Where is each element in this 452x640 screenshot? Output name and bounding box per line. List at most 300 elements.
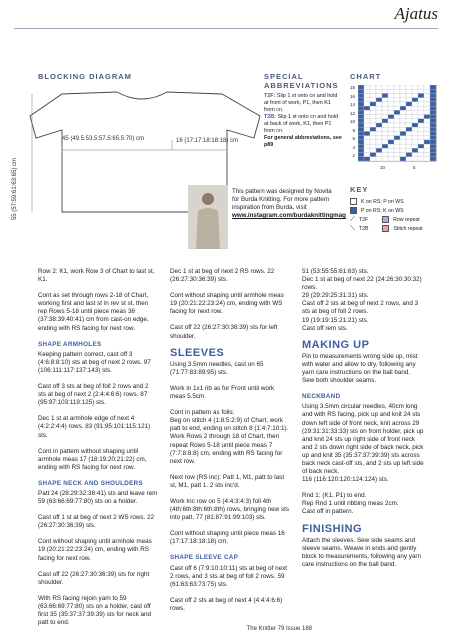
chart-cell xyxy=(364,85,370,89)
column-2 xyxy=(170,268,290,621)
chart-cell xyxy=(364,98,370,102)
para-left-shoulder: Cast off 22 (26:27:30:36:39) sts for left shoulder. xyxy=(170,324,278,340)
key-list xyxy=(350,197,440,233)
abbr-t2b: T2B: Slip 1 st onto cn and hold at back of work, K1, then P1 from cn. xyxy=(264,114,339,134)
para-sts-51: 51 (53:55:55:61:63) sts. xyxy=(302,268,369,275)
chart-cell xyxy=(376,98,382,102)
chart-cell xyxy=(412,127,418,131)
height-measurement: 55 (57:59:61:63:65) cm xyxy=(12,157,18,221)
chart-row-numbers xyxy=(347,84,355,161)
chart-cell xyxy=(418,153,424,157)
chart-cell xyxy=(412,89,418,93)
chart-cell xyxy=(406,102,412,106)
chart-cell xyxy=(370,98,376,102)
chart-cell xyxy=(358,144,364,148)
chart-cell xyxy=(400,140,406,144)
chart-cell xyxy=(418,85,424,89)
para-inc-row: Next row (RS inc): Patt 1, M1, patt to last st, M1, patt 1. 2 sts inc'd. xyxy=(170,473,285,489)
t2b-icon: ⟍ xyxy=(350,224,355,232)
chart-cell xyxy=(430,89,436,93)
chart-cell xyxy=(412,157,418,161)
chart-cell xyxy=(358,127,364,131)
chart-cell xyxy=(394,144,400,148)
chart-cell xyxy=(400,106,406,110)
chart-heading: CHART xyxy=(350,72,382,81)
chart-cell xyxy=(424,131,430,135)
row-repeat-icon xyxy=(382,216,389,223)
chart-cell xyxy=(364,140,370,144)
para-finishing: Attach the sleeves. Sew side seams and sleeve seams. Weave in ends and gently block to measurements, following any yarn care instructions on the ball band. xyxy=(302,536,421,568)
chart-cell xyxy=(376,89,382,93)
chart-cell xyxy=(418,140,424,144)
chart-cell xyxy=(424,140,430,144)
chart-cell xyxy=(370,157,376,161)
chart-cell xyxy=(370,115,376,119)
chart-cell xyxy=(376,106,382,110)
chart-cell xyxy=(424,119,430,123)
para-cont: Cont as set through rows 2-18 of Chart, working first and last st in rev st st, then rep Rows 5-18 until piece meas 36 (37:38:39:40:41) cm from cast-on edge, ending with RS facing for next row. xyxy=(38,292,149,332)
chart-cell xyxy=(376,110,382,114)
chart-cell xyxy=(382,89,388,93)
chart-cell xyxy=(370,144,376,148)
chart-cell xyxy=(418,89,424,93)
chart-cell xyxy=(382,102,388,106)
blocking-diagram-heading: BLOCKING DIAGRAM xyxy=(38,72,132,81)
chart-cell xyxy=(424,93,430,97)
chart-row-number: 14 xyxy=(349,102,355,107)
chart-cell xyxy=(406,98,412,102)
t2f-icon: ⟋ xyxy=(350,215,355,223)
chart-cell xyxy=(418,148,424,152)
chart-cell xyxy=(400,89,406,93)
chart-cell xyxy=(382,148,388,152)
para-cap-2: Cast off 2 sts at beg of next 4 (4:4:4:6:6) rows. xyxy=(170,596,283,612)
chart-cell xyxy=(358,148,364,152)
chart-cell xyxy=(388,85,394,89)
chart-cell xyxy=(418,144,424,148)
chart-cell xyxy=(376,123,382,127)
chart-cell xyxy=(382,144,388,148)
chart-cell xyxy=(388,106,394,110)
chart-cell xyxy=(364,106,370,110)
chart-cell xyxy=(382,157,388,161)
chart-cell xyxy=(406,89,412,93)
chart-cell xyxy=(418,115,424,119)
chart-cell xyxy=(412,123,418,127)
chart-cell xyxy=(388,123,394,127)
chart-cell xyxy=(406,153,412,157)
chart-cell xyxy=(364,127,370,131)
abbreviations-list xyxy=(264,93,342,149)
chart-cell xyxy=(412,98,418,102)
chart-cell xyxy=(358,93,364,97)
para-row2: Row 2: K1, work Row 3 of Chart to last st, K1. xyxy=(38,268,155,284)
chart-cell xyxy=(424,148,430,152)
abbr-general[interactable]: For general abbreviations, see p89 xyxy=(264,135,342,148)
chart-cell xyxy=(424,115,430,119)
sleeve-measurement: 16 (17:17:18:18:18) cm xyxy=(176,138,239,144)
chart-cell xyxy=(388,144,394,148)
heading-shape-armholes: SHAPE ARMHOLES xyxy=(38,340,102,348)
para-armhole-3: Dec 1 st at armhole edge of next 4 (4:2:2:4:4) rows. 83 (91:95:101:115:121) sts. xyxy=(38,415,151,439)
chart-cell xyxy=(370,153,376,157)
chart-cell xyxy=(400,98,406,102)
chart-cell xyxy=(430,157,436,161)
chart-cell xyxy=(388,93,394,97)
chart-cell xyxy=(358,98,364,102)
chart-cell xyxy=(382,119,388,123)
chart-cell xyxy=(394,102,400,106)
chart-cell xyxy=(406,93,412,97)
chart-cell xyxy=(406,148,412,152)
chart-cell xyxy=(418,102,424,106)
chart-cell xyxy=(370,131,376,135)
chart-cell xyxy=(382,98,388,102)
chart-cell xyxy=(430,136,436,140)
chart-cell xyxy=(394,127,400,131)
chart-cell xyxy=(370,119,376,123)
chart-cell xyxy=(400,110,406,114)
column-3 xyxy=(302,268,424,577)
chart-cell xyxy=(406,127,412,131)
chart-cell xyxy=(424,102,430,106)
abbr-t2f: T2F: Slip 1 st onto cn and hold at front of work, P1, then K1 from cn. xyxy=(264,93,338,113)
chart-cell xyxy=(400,127,406,131)
chart-cell xyxy=(364,102,370,106)
designer-photo xyxy=(188,185,228,249)
para-cont-armhole: Cont without shaping until armhole meas 19 (20:21:22:23:24) cm, ending with WS facing for next row. xyxy=(170,292,284,316)
chart-cell xyxy=(358,85,364,89)
chart-cell xyxy=(424,144,430,148)
chart-cell xyxy=(430,93,436,97)
chart-cell xyxy=(406,85,412,89)
para-sts-29: 29 (29:29:25:31:31) sts. xyxy=(302,292,369,300)
para-neck-5: With RS facing rejoin yarn to 59 (63:66:69:77:80) sts on a holder, cast off first 35 (35:37:37:39:39) sts for neck and patt to end. xyxy=(38,594,152,627)
chart-cell xyxy=(388,127,394,131)
chart-cell xyxy=(388,110,394,114)
chart-cell xyxy=(418,131,424,135)
para-sleeve-chart: Beg on stitch 4 (1:8:5:2:9) of Chart, work patt to end, ending on stitch 8 (1:4:7:10:1). Work Rows 2 through 18 of Chart, then repeat Rows 5-18 until piece meas 7 (7:7:8:8:8) cm, ending with RS facing for next row. xyxy=(170,417,289,465)
chart-cell xyxy=(364,115,370,119)
chart-cell xyxy=(376,102,382,106)
chart-cell xyxy=(412,144,418,148)
chart-cell xyxy=(406,115,412,119)
chart-cell xyxy=(358,123,364,127)
chart-cell xyxy=(364,110,370,114)
chart-cell xyxy=(400,102,406,106)
chart-cell xyxy=(430,106,436,110)
chart-cell xyxy=(430,144,436,148)
chart-cell xyxy=(358,102,364,106)
chart-cell xyxy=(370,140,376,144)
chart-cell xyxy=(370,123,376,127)
chart-cell xyxy=(424,110,430,114)
heading-making-up: MAKING UP xyxy=(302,338,370,351)
chart-cell xyxy=(418,136,424,140)
chart-cell xyxy=(388,115,394,119)
abbreviations-heading: SPECIAL ABBREVIATIONS xyxy=(264,72,339,90)
chart-cell xyxy=(370,106,376,110)
chart-cell xyxy=(424,123,430,127)
chart-cell xyxy=(424,106,430,110)
chart-cell xyxy=(388,89,394,93)
chart-row-number: 8 xyxy=(352,127,355,133)
para-rnd1: Rnd 1: (K1, P1) to end. xyxy=(302,492,367,500)
chart-cell xyxy=(400,115,406,119)
chart-cell xyxy=(394,153,400,157)
header-rule xyxy=(14,28,438,29)
chart-cell xyxy=(364,148,370,152)
chart-cell xyxy=(400,153,406,157)
chart-cell xyxy=(364,157,370,161)
page-footer: The Knitter 79 Issue 188 xyxy=(246,626,312,632)
chart-cell xyxy=(418,110,424,114)
chart-cell xyxy=(376,148,382,152)
chart-cell xyxy=(394,93,400,97)
heading-sleeves: SLEEVES xyxy=(170,346,225,359)
para-castoff-2: Cast off 2 sts at beg of next 2 rows, and 3 sts at beg of foll 2 rows. xyxy=(302,300,419,316)
chart-cell xyxy=(388,140,394,144)
chart-cell xyxy=(412,136,418,140)
key-t2b-stitch: ⟍ T2B Stitch repeat xyxy=(350,224,423,232)
chart-cell xyxy=(394,89,400,93)
chart-cell xyxy=(400,144,406,148)
para-sleeve-length: Cont without shaping until piece meas 16 (17:17:18:18:18) cm. xyxy=(170,530,285,546)
chart-cell xyxy=(358,136,364,140)
chart-cell xyxy=(430,98,436,102)
chart-cell xyxy=(406,131,412,135)
key-purl: P on RS; K on WS xyxy=(350,206,440,215)
chart-cell xyxy=(394,110,400,114)
chart-cell xyxy=(406,136,412,140)
chart-cell xyxy=(400,93,406,97)
chart-cell xyxy=(364,144,370,148)
chart-cell xyxy=(412,85,418,89)
chart-cell xyxy=(364,119,370,123)
chart-cell xyxy=(382,110,388,114)
chart-cell xyxy=(382,127,388,131)
chart-cell xyxy=(364,93,370,97)
chart-cell xyxy=(388,148,394,152)
key-t2f-repeat: ⟋ T2F Row repeat xyxy=(350,215,420,223)
chart-cell xyxy=(430,148,436,152)
chart-cell xyxy=(430,119,436,123)
chart-cell xyxy=(364,123,370,127)
chart-cell xyxy=(358,153,364,157)
chart-cell xyxy=(376,140,382,144)
para-neckband: Using 3.5mm circular needles, 40cm long and with RS facing, pick up and knit 24 sts down left side of front neck, knit across 29 (29:31:31:33:33) sts on front holder, pick up and knit 24 sts up right side of front neck and 2 sts down right side of back neck, pick up and knit 35 (35:37:37:39:39) sts across back neck cast-off sts, and 2 sts up left side of back neck. xyxy=(302,403,424,476)
para-armhole-2: Cast off 3 sts at beg of foll 2 rows and 2 sts at beg of next 2 (2:4:4:6:6) rows. 87 (95:97:103:119:125) sts. xyxy=(38,383,149,407)
chart-cell xyxy=(376,157,382,161)
chart-cell xyxy=(358,131,364,135)
instagram-link[interactable]: www.instagram.com/burdaknittingmag xyxy=(232,212,346,219)
chart-cell xyxy=(388,119,394,123)
chart-cell xyxy=(406,110,412,114)
chart-cell xyxy=(388,136,394,140)
chart-cell xyxy=(430,131,436,135)
chart-cell xyxy=(418,123,424,127)
chart-cell xyxy=(394,119,400,123)
chart-cell xyxy=(382,153,388,157)
chart-cell xyxy=(376,119,382,123)
para-sleeve-caston: Using 3.5mm needles, cast on 65 (71:77:83:89:95) sts. xyxy=(170,360,264,376)
para-rep-rnd: Rep Rnd 1 until ribbing meas 2cm. xyxy=(302,500,399,508)
chart-cell xyxy=(400,123,406,127)
chart-cell xyxy=(382,93,388,97)
para-making-up: Pin to measurements wrong side up, mist with water and allow to dry, following any yarn care instructions on the ball band. Sew both shoulder seams. xyxy=(302,352,418,385)
chart-cell xyxy=(406,140,412,144)
chart-cell xyxy=(388,131,394,135)
chart-cell xyxy=(382,106,388,110)
chart-cell xyxy=(430,127,436,131)
chart-cell xyxy=(412,110,418,114)
chart-cell xyxy=(412,106,418,110)
chart-row-number: 4 xyxy=(352,144,355,150)
chart-row-number: 12 xyxy=(349,110,355,116)
chart-cell xyxy=(430,153,436,157)
heading-finishing: FINISHING xyxy=(302,522,363,535)
para-cap-1: Cast off 6 (7:9:10:10:11) sts at beg of next 2 rows, and 3 sts at beg of foll 2 rows. 59 (61:63:63:73:75) sts. xyxy=(170,564,288,588)
chart-cell xyxy=(394,85,400,89)
chart-row-number: 16 xyxy=(349,93,355,99)
chart-cell xyxy=(388,157,394,161)
para-castoff-rem: Cast off rem sts. xyxy=(302,324,348,332)
para-sleeve-pattern: Cont in pattern as folls: xyxy=(170,409,235,417)
chart-cell xyxy=(376,153,382,157)
chart-cell xyxy=(418,98,424,102)
chart-col-5: 5 xyxy=(413,165,416,170)
column-1 xyxy=(38,268,158,635)
chart-cell xyxy=(400,157,406,161)
chart-cell xyxy=(370,85,376,89)
chart-row-number: 2 xyxy=(352,153,355,158)
chart-cell xyxy=(430,123,436,127)
chart-cell xyxy=(358,115,364,119)
para-dec-rows: Dec 1 st at beg of next 22 (24:26:30:30:32) rows. xyxy=(302,276,422,292)
chart-cell xyxy=(364,136,370,140)
chart-cell xyxy=(358,157,364,161)
chart-cell xyxy=(376,136,382,140)
chart-row-number: 10 xyxy=(349,119,355,124)
para-armhole-4: Cont in pattern without shaping until armhole meas 17 (18:19:20:21:22) cm, ending with RS facing for next row. xyxy=(38,447,147,471)
para-inc-repeat: Work Inc row on 5 (4:4:3:4:3) foll 4th (4th:6th:8th:6th:8th) rows, bringing new sts into patt. 77 (81:87:91:99:103) sts. xyxy=(170,497,290,522)
chart-cell xyxy=(424,157,430,161)
chart-cell xyxy=(364,89,370,93)
chart-cell xyxy=(418,119,424,123)
key-heading: KEY xyxy=(350,185,369,194)
pattern-title: Ajatus xyxy=(394,4,438,23)
chart-cell xyxy=(394,115,400,119)
chart-cell xyxy=(418,127,424,131)
chart-cell xyxy=(400,119,406,123)
chart-cell xyxy=(412,119,418,123)
heading-neckband: NECKBAND xyxy=(302,393,341,401)
chart-cell xyxy=(412,131,418,135)
chart-cell xyxy=(406,123,412,127)
chart-row-number: 6 xyxy=(352,136,355,141)
heading-sleeve-cap: SHAPE SLEEVE CAP xyxy=(170,554,239,562)
para-dec: Dec 1 st at beg of next 2 RS rows. 22 (26:27:30:36:39) sts. xyxy=(170,268,275,284)
para-neck-4: Cast off 22 (26:27:30:36:39) sts for right shoulder. xyxy=(38,570,150,586)
chart-cell xyxy=(400,85,406,89)
stitch-repeat-icon xyxy=(382,225,389,232)
model-figure-icon xyxy=(188,185,228,249)
chart-cell xyxy=(382,131,388,135)
chart-cell xyxy=(412,102,418,106)
para-sleeve-rib: Work in 1x1 rib as for Front until work meas 5.5cm. xyxy=(170,384,275,401)
chart-cell xyxy=(400,131,406,135)
chart-cell xyxy=(430,102,436,106)
chart-cell xyxy=(358,110,364,114)
chart-cell xyxy=(406,119,412,123)
chart-cell xyxy=(412,148,418,152)
chart-cell xyxy=(376,127,382,131)
heading-shape-neck: SHAPE NECK AND SHOULDERS xyxy=(38,479,143,487)
chart-cell xyxy=(406,157,412,161)
chart-cell xyxy=(424,127,430,131)
chart-cell xyxy=(370,110,376,114)
chart-cell xyxy=(376,85,382,89)
chart-grid xyxy=(358,85,438,163)
chart-cell xyxy=(424,153,430,157)
chart-cell xyxy=(394,131,400,135)
chart-cell xyxy=(370,127,376,131)
para-neckband-sts: 116 (116:120:120:124:124) sts. xyxy=(302,476,389,484)
chart-cell xyxy=(424,89,430,93)
chart-cell xyxy=(370,89,376,93)
width-measurement: 45 (49.5:53.5:57.5:65.5:70) cm xyxy=(62,136,145,142)
para-neck-3: Cont without shaping until armhole meas 19 (20:21:22:23:24) cm, ending with RS facing for next row. xyxy=(38,538,152,562)
chart-cell xyxy=(370,102,376,106)
para-neck-2: Cast off 1 st at beg of next 2 WS rows. 22 (26:27:30:36:39) sts. xyxy=(38,514,155,530)
chart-cell xyxy=(376,144,382,148)
chart-cell xyxy=(406,106,412,110)
chart-cell xyxy=(394,157,400,161)
chart-cell xyxy=(370,93,376,97)
chart-cell xyxy=(424,98,430,102)
chart-cell xyxy=(382,115,388,119)
chart-cell xyxy=(364,153,370,157)
chart-cell xyxy=(388,153,394,157)
chart-cell xyxy=(430,85,436,89)
chart-cell xyxy=(418,106,424,110)
chart-cell xyxy=(358,89,364,93)
chart-cell xyxy=(412,115,418,119)
chart-cell xyxy=(424,136,430,140)
para-neck-1: Patt 24 (28:29:32:38:41) sts and leave rem 59 (63:66:69:77:80) sts on a holder. xyxy=(38,489,158,506)
chart-cell xyxy=(418,157,424,161)
chart-cell xyxy=(370,136,376,140)
chart-cell xyxy=(364,131,370,135)
chart-cell xyxy=(394,98,400,102)
chart-cell xyxy=(376,131,382,135)
chart-cell xyxy=(400,148,406,152)
chart-cell xyxy=(394,148,400,152)
chart-cell xyxy=(418,93,424,97)
chart-cell xyxy=(382,85,388,89)
promo-text: This pattern was designed by Novita for Burda Knitting. For more pattern inspiration from Burda, visit www.instagram.com/burdaknittingmag xyxy=(232,188,346,219)
chart-cell xyxy=(412,153,418,157)
para-sts-19: 19 (19:19:15:21:21) sts. xyxy=(302,316,369,324)
chart-cell xyxy=(376,115,382,119)
chart-cell xyxy=(382,140,388,144)
chart-cell xyxy=(424,85,430,89)
chart-cell xyxy=(388,102,394,106)
chart-cell xyxy=(388,98,394,102)
chart-cell xyxy=(430,115,436,119)
chart-cell xyxy=(394,140,400,144)
chart-cell xyxy=(394,123,400,127)
